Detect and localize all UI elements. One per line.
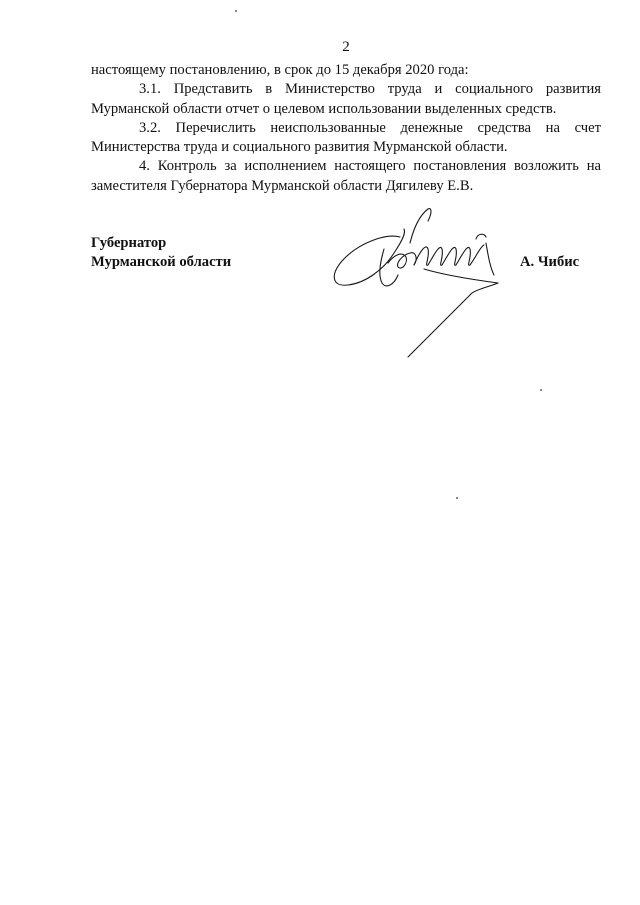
paragraph-4: 4. Контроль за исполнением настоящего постановления возложить на заместителя Губернатора Мурманской области Дягилеву Е.В. [91, 158, 601, 194]
scan-speck [456, 497, 458, 499]
paragraph-continuation: настоящему постановлению, в срок до 15 декабря 2020 года: [91, 62, 469, 78]
signatory-title-line2: Мурманской области [91, 254, 232, 270]
paragraph-3-1: 3.1. Представить в Министерство труда и социального развития Мурманской области отчет о целевом использовании выделенных средств. [91, 81, 601, 117]
body-text [91, 61, 601, 196]
paragraph-3-2: 3.2. Перечислить неиспользованные денежные средства на счет Министерства труда и социального развития Мурманской области. [91, 119, 601, 156]
signatory-title-line1: Губернатор [91, 235, 167, 251]
scan-speck [540, 389, 542, 391]
page-number: 2 [342, 39, 350, 55]
signatory-name: А. Чибис [520, 254, 580, 270]
signatory-title [91, 234, 231, 272]
scan-speck [235, 10, 237, 12]
handwritten-signature-icon [328, 203, 518, 363]
